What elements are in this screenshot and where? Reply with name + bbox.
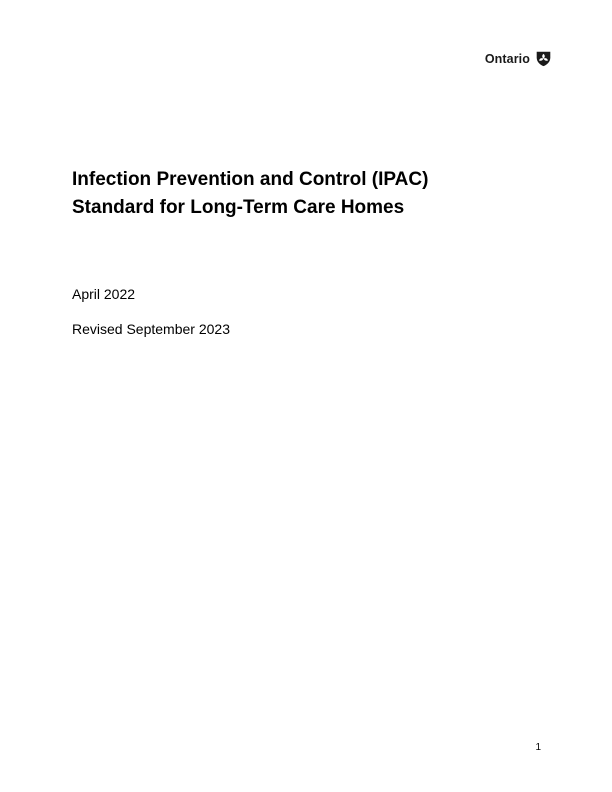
publication-date: April 2022 bbox=[72, 286, 136, 302]
trillium-icon bbox=[535, 50, 552, 67]
document-title bbox=[72, 166, 552, 222]
logo-wordmark: Ontario bbox=[484, 51, 530, 66]
ontario-logo bbox=[485, 50, 552, 67]
title-line-2: Standard for Long-Term Care Homes bbox=[72, 197, 405, 218]
page-number: 1 bbox=[535, 742, 541, 753]
title-line-1: Infection Prevention and Control (IPAC) bbox=[72, 169, 429, 190]
revision-date: Revised September 2023 bbox=[72, 321, 230, 337]
